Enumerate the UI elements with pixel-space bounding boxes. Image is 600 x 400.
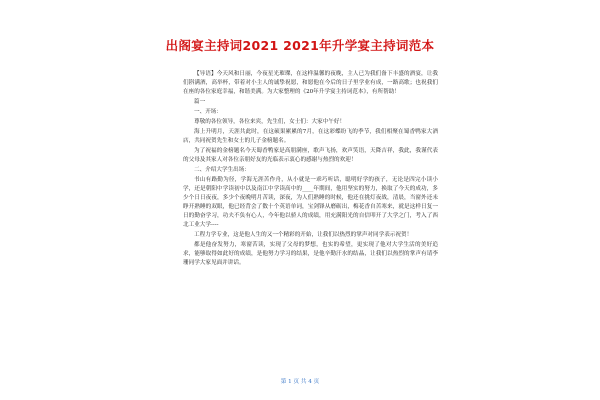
body-paragraph: 书山有路勤为径，学海无涯苦作舟，从小就是一乖巧听话，聪明好学的孩子，无论是四完小读小学，还是朝阳中学读初中以及南江中学读高中的____年期间，他用坚实的努力，换取了今天的成功，多少个日日夜夜，多少个夜晚明月苦读，深夜，为人们熟睡的时候，他还在挑灯夜战，清晨，当窗外还未睁开熟睡的双眼，他已经背会了数十个英语单词，宝剑锋从磨砺出，梅花香自苦寒来，就是这样日复一日的勤奋学习，功夫不负有心人，今年他以骄人的成绩，用充满阳光的自信叩开了大学之门，考入了西北工业大学---- xyxy=(183,177,438,228)
document-title: 出阁宴主持词2021 2021年升学宴主持词范本 xyxy=(165,38,435,53)
body-paragraph: 都是他奋发努力，寒窗苦读，实现了父母的梦想，也实的希望，更实现了他对大学生活的美好追求，能够取得如此好的成绩，是他努力学习的结果，是他辛勤汗水的结晶，让我们以热烈的掌声有请李珊同学大家见面并讲话。 xyxy=(183,242,438,266)
body-paragraph: 工程力学专业，这是他人生的又一个精彩的开始，让我们以热烈的掌声对同学表示祝贺！ xyxy=(194,232,413,238)
page-number: 第 1 页 共 4 页 xyxy=(280,379,320,385)
body-paragraph: 尊敬的各位领导，各位来宾，先生们，女士们：大家中午好！ xyxy=(194,119,346,125)
section-heading: 二、介绍大学生出场： xyxy=(194,167,250,173)
body-paragraph: 为了祝福的金榜题名今天蜀香鸭家是高朋满座，歌声飞扬，欢声笑语，天降吉祥，我此，我谨代表的父母及其家人对各位亲朋好友的光临表示衷心的感谢与热烈的欢迎！ xyxy=(183,148,438,163)
section-heading: 一、开场： xyxy=(194,109,222,115)
intro-paragraph: 【导语】今天风和日丽，今夜星光璀璨，在这样温馨的夜晚，主人已为我们备下丰盛的酒宴，让我们斟满酒，高举杯，带着对小主人的诚挚祝愿，和愿他在今后的日子里学业有成，一路高歌；也祝我们在座的各位家庭幸福，和谐美满。为大家整理的《20年升学宴主持词范本》，有所帮助！ xyxy=(183,71,438,95)
body-paragraph: 海上升明月，天涯共此时，在这硕果累累的7月，在这彩蝶纷飞的季节，我们相聚在蜀香鸭家大酒店，共同祝贺先生和女士的儿子金榜题名。 xyxy=(183,129,438,144)
section-heading: 篇一 xyxy=(194,99,206,105)
document-body xyxy=(183,70,438,269)
